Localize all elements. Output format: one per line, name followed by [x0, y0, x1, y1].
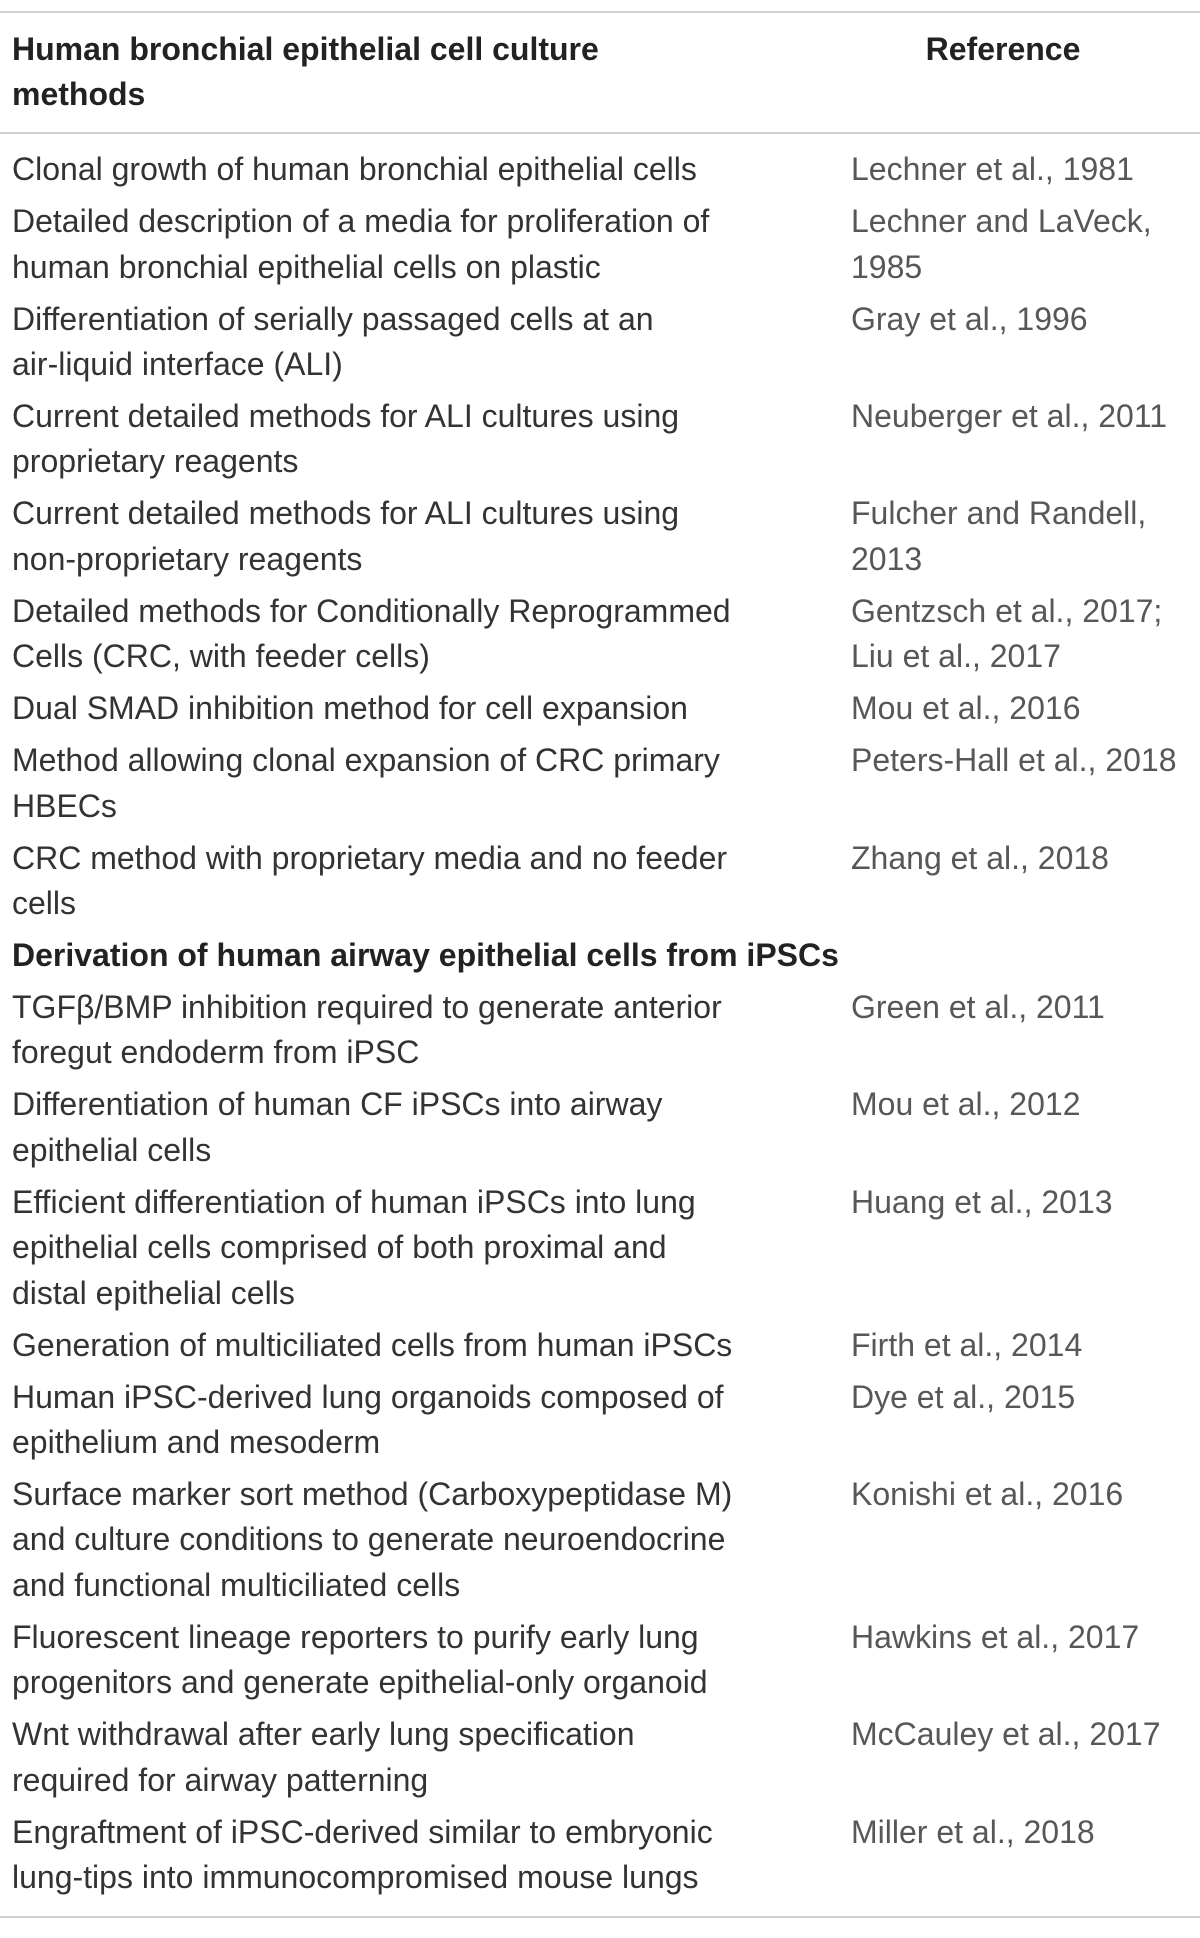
table-row	[0, 1806, 1200, 1903]
reference-cell	[851, 491, 1191, 582]
reference-cell	[851, 297, 1191, 388]
column-header-reference	[851, 27, 1191, 118]
method-text: CRC method with proprietary media and no feeder	[12, 839, 728, 876]
table-row	[0, 196, 1200, 293]
reference-link[interactable]: Gentzsch et al., 2017;	[851, 592, 1163, 629]
reference-link[interactable]: Zhang et al., 2018	[851, 839, 1109, 876]
method-text: Differentiation of human CF iPSCs into airway	[12, 1086, 663, 1123]
table-row	[0, 1469, 1200, 1612]
method-text: air-liquid interface (ALI)	[12, 345, 343, 382]
method-text: Dual SMAD inhibition method for cell expansion	[12, 690, 688, 727]
method-cell	[0, 686, 851, 731]
column-header-reference-label: Reference	[925, 31, 1081, 67]
method-cell	[0, 297, 851, 388]
method-cell	[0, 1810, 851, 1901]
method-cell	[0, 1472, 851, 1608]
table-bottom-rule	[0, 1916, 1200, 1918]
reference-link[interactable]: Mou et al., 2016	[851, 690, 1081, 727]
column-header-methods-line: methods	[12, 76, 146, 113]
method-text: Clonal growth of human bronchial epithelial cells	[12, 151, 697, 188]
method-text: Method allowing clonal expansion of CRC primary	[12, 742, 720, 779]
reference-link[interactable]: Neuberger et al., 2011	[851, 397, 1168, 434]
method-text: Detailed description of a media for proliferation of	[12, 203, 710, 240]
method-text: lung-tips into immunocompromised mouse lungs	[12, 1859, 699, 1896]
table-row	[0, 1319, 1200, 1371]
method-cell	[0, 589, 851, 680]
section-heading: Derivation of human airway epithelial cells from iPSCs	[12, 936, 839, 973]
method-text: non-proprietary reagents	[12, 540, 363, 577]
method-text: and functional multiciliated cells	[12, 1566, 461, 1603]
method-cell	[0, 1615, 851, 1706]
method-text: TGFβ/BMP inhibition required to generate anterior	[12, 988, 722, 1025]
method-text: Differentiation of serially passaged cells at an	[12, 300, 654, 337]
method-cell	[0, 199, 851, 290]
reference-cell	[851, 1082, 1191, 1173]
method-cell	[0, 836, 851, 927]
method-text: Detailed methods for Conditionally Reprogrammed	[12, 592, 731, 629]
reference-link[interactable]: Mou et al., 2012	[851, 1086, 1081, 1123]
table-header	[0, 13, 1200, 132]
reference-link[interactable]: Huang et al., 2013	[851, 1183, 1113, 1220]
reference-cell	[851, 1323, 1191, 1368]
reference-link[interactable]: McCauley et al., 2017	[851, 1716, 1161, 1753]
method-text: proprietary reagents	[12, 443, 299, 480]
column-header-methods-line: Human bronchial epithelial cell culture	[12, 31, 599, 67]
reference-link[interactable]: 1985	[851, 248, 923, 285]
reference-link[interactable]: Miller et al., 2018	[851, 1813, 1095, 1850]
reference-link[interactable]: 2013	[851, 540, 923, 577]
method-cell	[0, 147, 851, 192]
table-row	[0, 1371, 1200, 1468]
method-text: epithelial cells	[12, 1131, 212, 1168]
reference-cell	[851, 1472, 1191, 1608]
method-text: Engraftment of iPSC-derived similar to embryonic	[12, 1813, 713, 1850]
reference-link[interactable]: Lechner et al., 1981	[851, 151, 1134, 188]
method-text: Current detailed methods for ALI cultures using	[12, 397, 680, 434]
method-cell	[0, 985, 851, 1076]
reference-cell	[851, 1180, 1191, 1316]
method-text: human bronchial epithelial cells on plastic	[12, 248, 601, 285]
method-text: Wnt withdrawal after early lung specification	[12, 1716, 635, 1753]
reference-cell	[851, 1712, 1191, 1803]
reference-link[interactable]: Hawkins et al., 2017	[851, 1618, 1140, 1655]
column-header-methods	[0, 27, 851, 118]
reference-cell	[851, 985, 1191, 1076]
method-cell	[0, 1712, 851, 1803]
table-row	[0, 1709, 1200, 1806]
reference-cell	[851, 686, 1191, 731]
reference-link[interactable]: Dye et al., 2015	[851, 1378, 1076, 1415]
table-row	[0, 1176, 1200, 1319]
table-row	[0, 832, 1200, 929]
reference-link[interactable]: Konishi et al., 2016	[851, 1475, 1124, 1512]
reference-cell	[851, 1375, 1191, 1466]
reference-cell	[851, 1615, 1191, 1706]
table-row	[0, 735, 1200, 832]
table-row	[0, 585, 1200, 682]
reference-cell	[851, 394, 1191, 485]
reference-link[interactable]: Green et al., 2011	[851, 988, 1105, 1025]
method-text: cells	[12, 884, 77, 921]
reference-cell	[851, 147, 1191, 192]
method-cell	[0, 1323, 851, 1368]
table-row	[0, 488, 1200, 585]
method-cell	[0, 1082, 851, 1173]
method-text: Fluorescent lineage reporters to purify early lung	[12, 1618, 699, 1655]
method-text: HBECs	[12, 787, 117, 824]
method-cell	[0, 394, 851, 485]
table-row	[0, 144, 1200, 196]
method-text: Cells (CRC, with feeder cells)	[12, 638, 430, 675]
reference-link[interactable]: Liu et al., 2017	[851, 638, 1061, 675]
reference-cell	[851, 199, 1191, 290]
method-text: Surface marker sort method (Carboxypeptidase M)	[12, 1475, 733, 1512]
method-cell	[0, 1180, 851, 1316]
method-text: required for airway patterning	[12, 1761, 429, 1798]
reference-link[interactable]: Fulcher and Randell,	[851, 495, 1147, 532]
table-row	[0, 683, 1200, 735]
table-row	[0, 391, 1200, 488]
reference-link[interactable]: Gray et al., 1996	[851, 300, 1088, 337]
reference-cell	[851, 1810, 1191, 1901]
table-row	[0, 1612, 1200, 1709]
reference-link[interactable]: Lechner and LaVeck,	[851, 203, 1152, 240]
reference-link[interactable]: Firth et al., 2014	[851, 1326, 1083, 1363]
table-row	[0, 1079, 1200, 1176]
table-row	[0, 982, 1200, 1079]
method-text: foregut endoderm from iPSC	[12, 1034, 420, 1071]
method-text: Current detailed methods for ALI cultures using	[12, 495, 680, 532]
method-text: Human iPSC-derived lung organoids composed of	[12, 1378, 724, 1415]
reference-cell	[851, 738, 1191, 829]
reference-cell	[851, 836, 1191, 927]
reference-link[interactable]: Peters-Hall et al., 2018	[851, 742, 1177, 779]
method-cell	[0, 738, 851, 829]
method-text: Generation of multiciliated cells from human iPSCs	[12, 1326, 733, 1363]
table-row	[0, 293, 1200, 390]
method-text: distal epithelial cells	[12, 1274, 295, 1311]
method-cell	[0, 491, 851, 582]
method-text: epithelial cells comprised of both proximal and	[12, 1229, 667, 1266]
method-text: progenitors and generate epithelial-only organoid	[12, 1664, 708, 1701]
method-text: epithelium and mesoderm	[12, 1423, 381, 1460]
method-text: and culture conditions to generate neuroendocrine	[12, 1521, 726, 1558]
method-cell	[0, 1375, 851, 1466]
method-text: Efficient differentiation of human iPSCs into lung	[12, 1183, 696, 1220]
table-body	[0, 134, 1200, 1916]
reference-cell	[851, 589, 1191, 680]
